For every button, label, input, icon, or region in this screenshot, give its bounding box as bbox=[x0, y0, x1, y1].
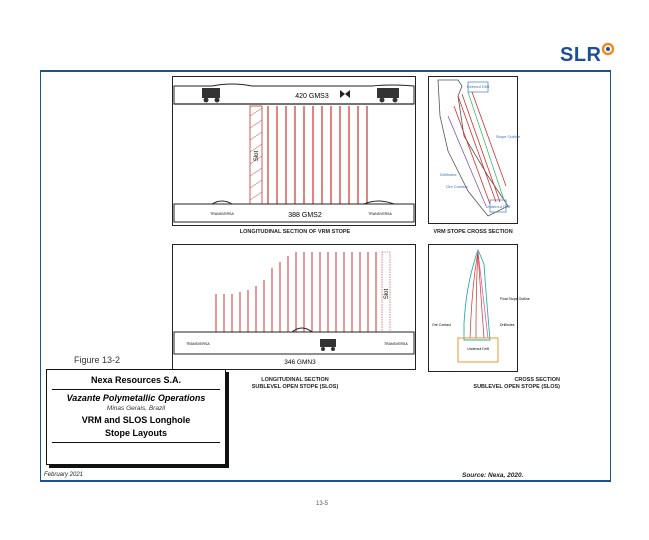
company-name: Nexa Resources S.A. bbox=[90, 375, 182, 385]
ore-contact-label: Ore Contact bbox=[446, 184, 468, 189]
drillholes-label: Drillholes bbox=[440, 172, 457, 177]
date-label: February 2021 bbox=[44, 472, 84, 478]
slos-transversa-right: TRANSVERSA bbox=[384, 342, 408, 346]
final-stope-label: Final Stope Outline bbox=[500, 297, 530, 301]
figure-title-line1: VRM and SLOS Longhole bbox=[81, 415, 191, 425]
transversa-left-label: TRANSVERSA bbox=[210, 212, 234, 216]
slos-slot-label: Slot bbox=[384, 288, 390, 300]
location: Minas Gerais, Brazil bbox=[106, 405, 166, 412]
transversa-right-label: TRANSVERSA bbox=[368, 212, 392, 216]
stope-outline-label: Stope Outline bbox=[495, 134, 521, 139]
slos-cross-caption-line2: SUBLEVEL OPEN STOPE (SLOS) bbox=[473, 384, 560, 390]
slos-drillholes-label: Drillholes bbox=[500, 323, 515, 327]
title-divider bbox=[52, 389, 220, 390]
lower-level-label: 388 GMS2 bbox=[288, 212, 322, 219]
slos-cross-caption bbox=[420, 377, 560, 391]
vrm-longitudinal-section bbox=[172, 76, 416, 226]
slos-cross-section bbox=[428, 244, 530, 372]
overcut-drift-label: Overcut Drift bbox=[466, 84, 490, 89]
slos-undercut-label: Undercut Drift bbox=[467, 347, 489, 351]
vrm-long-caption: LONGITUDINAL SECTION OF VRM STOPE bbox=[239, 229, 351, 235]
figure-label: Figure 13-2 bbox=[74, 355, 121, 365]
source-label: Source: Nexa, 2020. bbox=[462, 472, 524, 479]
logo-text: SLR bbox=[560, 44, 602, 66]
slos-level-label: 346 GMN3 bbox=[284, 359, 316, 366]
title-block bbox=[46, 369, 226, 465]
operation-name: Vazante Polymetallic Operations bbox=[66, 393, 206, 403]
slr-logo bbox=[560, 44, 620, 68]
vrm-cross-section bbox=[428, 76, 521, 224]
title-bottom-rule bbox=[52, 442, 220, 443]
undercut-drift-label: Undercut Drift bbox=[485, 204, 511, 209]
slot-label: Slot bbox=[254, 150, 260, 162]
slos-cross-caption-line1: CROSS SECTION bbox=[514, 377, 560, 383]
slos-ore-contact-label: Ore Contact bbox=[432, 323, 451, 327]
slos-longitudinal-section bbox=[172, 244, 416, 370]
page-number: 13-5 bbox=[316, 501, 329, 507]
slr-swoosh-icon bbox=[601, 42, 615, 56]
slos-long-caption-line1: LONGITUDINAL SECTION bbox=[261, 377, 329, 383]
vrm-cross-caption: VRM STOPE CROSS SECTION bbox=[433, 229, 513, 235]
slos-long-caption-line2: SUBLEVEL OPEN STOPE (SLOS) bbox=[251, 384, 339, 390]
slos-long-caption bbox=[220, 377, 370, 391]
figure-title-line2: Stope Layouts bbox=[104, 428, 167, 438]
upper-level-label: 420 GMS3 bbox=[295, 93, 329, 100]
slos-transversa-left: TRANSVERSA bbox=[186, 342, 210, 346]
